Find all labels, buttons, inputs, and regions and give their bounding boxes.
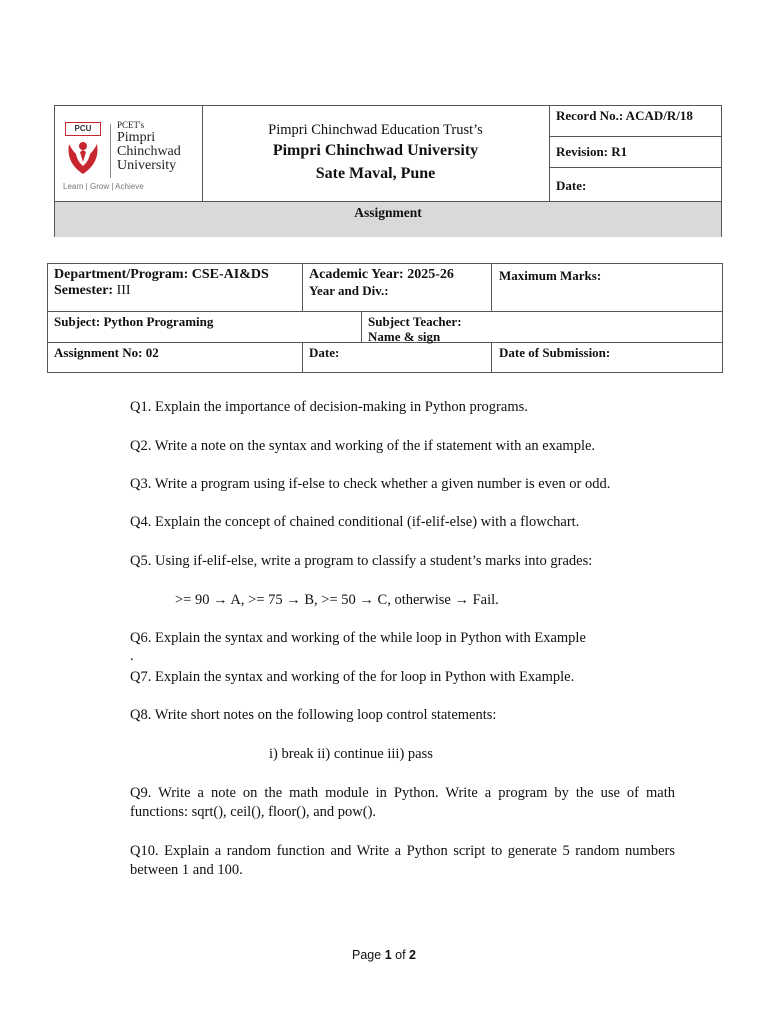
assignment-number: Assignment No: 02 <box>54 345 159 360</box>
university-crest-icon <box>63 136 103 176</box>
logo-pcets: PCET's <box>117 120 145 130</box>
page-total: 2 <box>409 948 416 962</box>
info-vline-3 <box>361 311 362 342</box>
date-of-submission: Date of Submission: <box>499 345 611 360</box>
pcu-badge <box>65 122 101 136</box>
info-vline-1 <box>302 264 303 311</box>
logo-divider <box>110 124 111 178</box>
logo-cell <box>55 106 203 201</box>
record-divider-1 <box>550 136 722 137</box>
question-5-grading-rule: >= 90 → A, >= 75 → B, >= 50 → C, otherwise → Fail. <box>175 592 499 608</box>
revision: Revision: R1 <box>556 144 628 159</box>
academic-year: Academic Year: 2025-26 <box>309 267 454 282</box>
semester-label: Semester: <box>54 283 117 298</box>
question-2: Q2. Write a note on the syntax and working of the if statement with an example. <box>130 438 596 454</box>
page-number <box>0 948 768 962</box>
maximum-marks: Maximum Marks: <box>499 268 602 283</box>
university-title-cell <box>202 106 549 201</box>
record-number: Record No.: ACAD/R/18 <box>556 108 693 123</box>
academic-year-cell <box>309 267 454 298</box>
logo-pimpri: Pimpri <box>117 130 156 145</box>
department-label: Department/Program: <box>54 267 192 282</box>
teacher-name-sign: Name & sign <box>368 329 441 344</box>
assignment-date: Date: <box>309 345 340 360</box>
question-10: Q10. Explain a random function and Write a Python script to generate 5 random numbers between 1 and 100. <box>130 843 675 878</box>
department-value: CSE-AI&DS <box>191 267 269 282</box>
info-vline-4 <box>302 342 303 372</box>
assignment-info-table <box>47 263 723 373</box>
question-5: Q5. Using if-elif-else, write a program to classify a student’s marks into grades: <box>130 553 593 569</box>
info-hline-1 <box>48 311 722 312</box>
record-divider-2 <box>550 167 722 168</box>
university-location: Sate Maval, Pune <box>315 165 436 182</box>
trust-name: Pimpri Chinchwad Education Trust’s <box>268 122 483 138</box>
teacher-label: Subject Teacher: <box>368 314 462 329</box>
logo-name <box>117 120 181 173</box>
subject-teacher <box>368 314 462 344</box>
subject: Subject: Python Programing <box>54 314 214 329</box>
record-cell <box>549 106 722 201</box>
logo-university: University <box>117 158 177 173</box>
pcu-badge-text: PCU <box>74 124 92 133</box>
question-8-items: i) break ii) continue iii) pass <box>269 746 433 762</box>
question-6: Q6. Explain the syntax and working of the while loop in Python with Example <box>130 630 586 646</box>
question-8: Q8. Write short notes on the following loop control statements: <box>130 707 497 723</box>
question-7: Q7. Explain the syntax and working of the for loop in Python with Example. <box>130 669 575 685</box>
question-6-dot: . <box>130 648 134 664</box>
question-1: Q1. Explain the importance of decision-making in Python programs. <box>130 399 528 415</box>
page-word: Page <box>352 948 385 962</box>
page-of: of <box>391 948 410 962</box>
assignment-title: Assignment <box>354 205 422 220</box>
info-vline-5 <box>491 342 492 372</box>
assignment-band <box>55 201 721 237</box>
question-3: Q3. Write a program using if-else to check whether a given number is even or odd. <box>130 476 611 492</box>
logo-tagline: Learn | Grow | Achieve <box>63 182 144 191</box>
question-9: Q9. Write a note on the math module in Python. Write a program by the use of math functions: sqrt(), ceil(), floor(), and pow(). <box>130 785 675 820</box>
record-date: Date: <box>556 178 587 193</box>
question-4: Q4. Explain the concept of chained conditional (if-elif-else) with a flowchart. <box>130 514 580 530</box>
info-vline-2 <box>491 264 492 311</box>
semester-value: III <box>116 283 131 298</box>
logo-chinchwad: Chinchwad <box>117 144 181 159</box>
department-program <box>54 267 269 299</box>
header-table <box>54 105 722 237</box>
university-name: Pimpri Chinchwad University <box>272 142 479 159</box>
page-current: 1 <box>384 948 392 962</box>
year-div: Year and Div.: <box>309 283 389 298</box>
